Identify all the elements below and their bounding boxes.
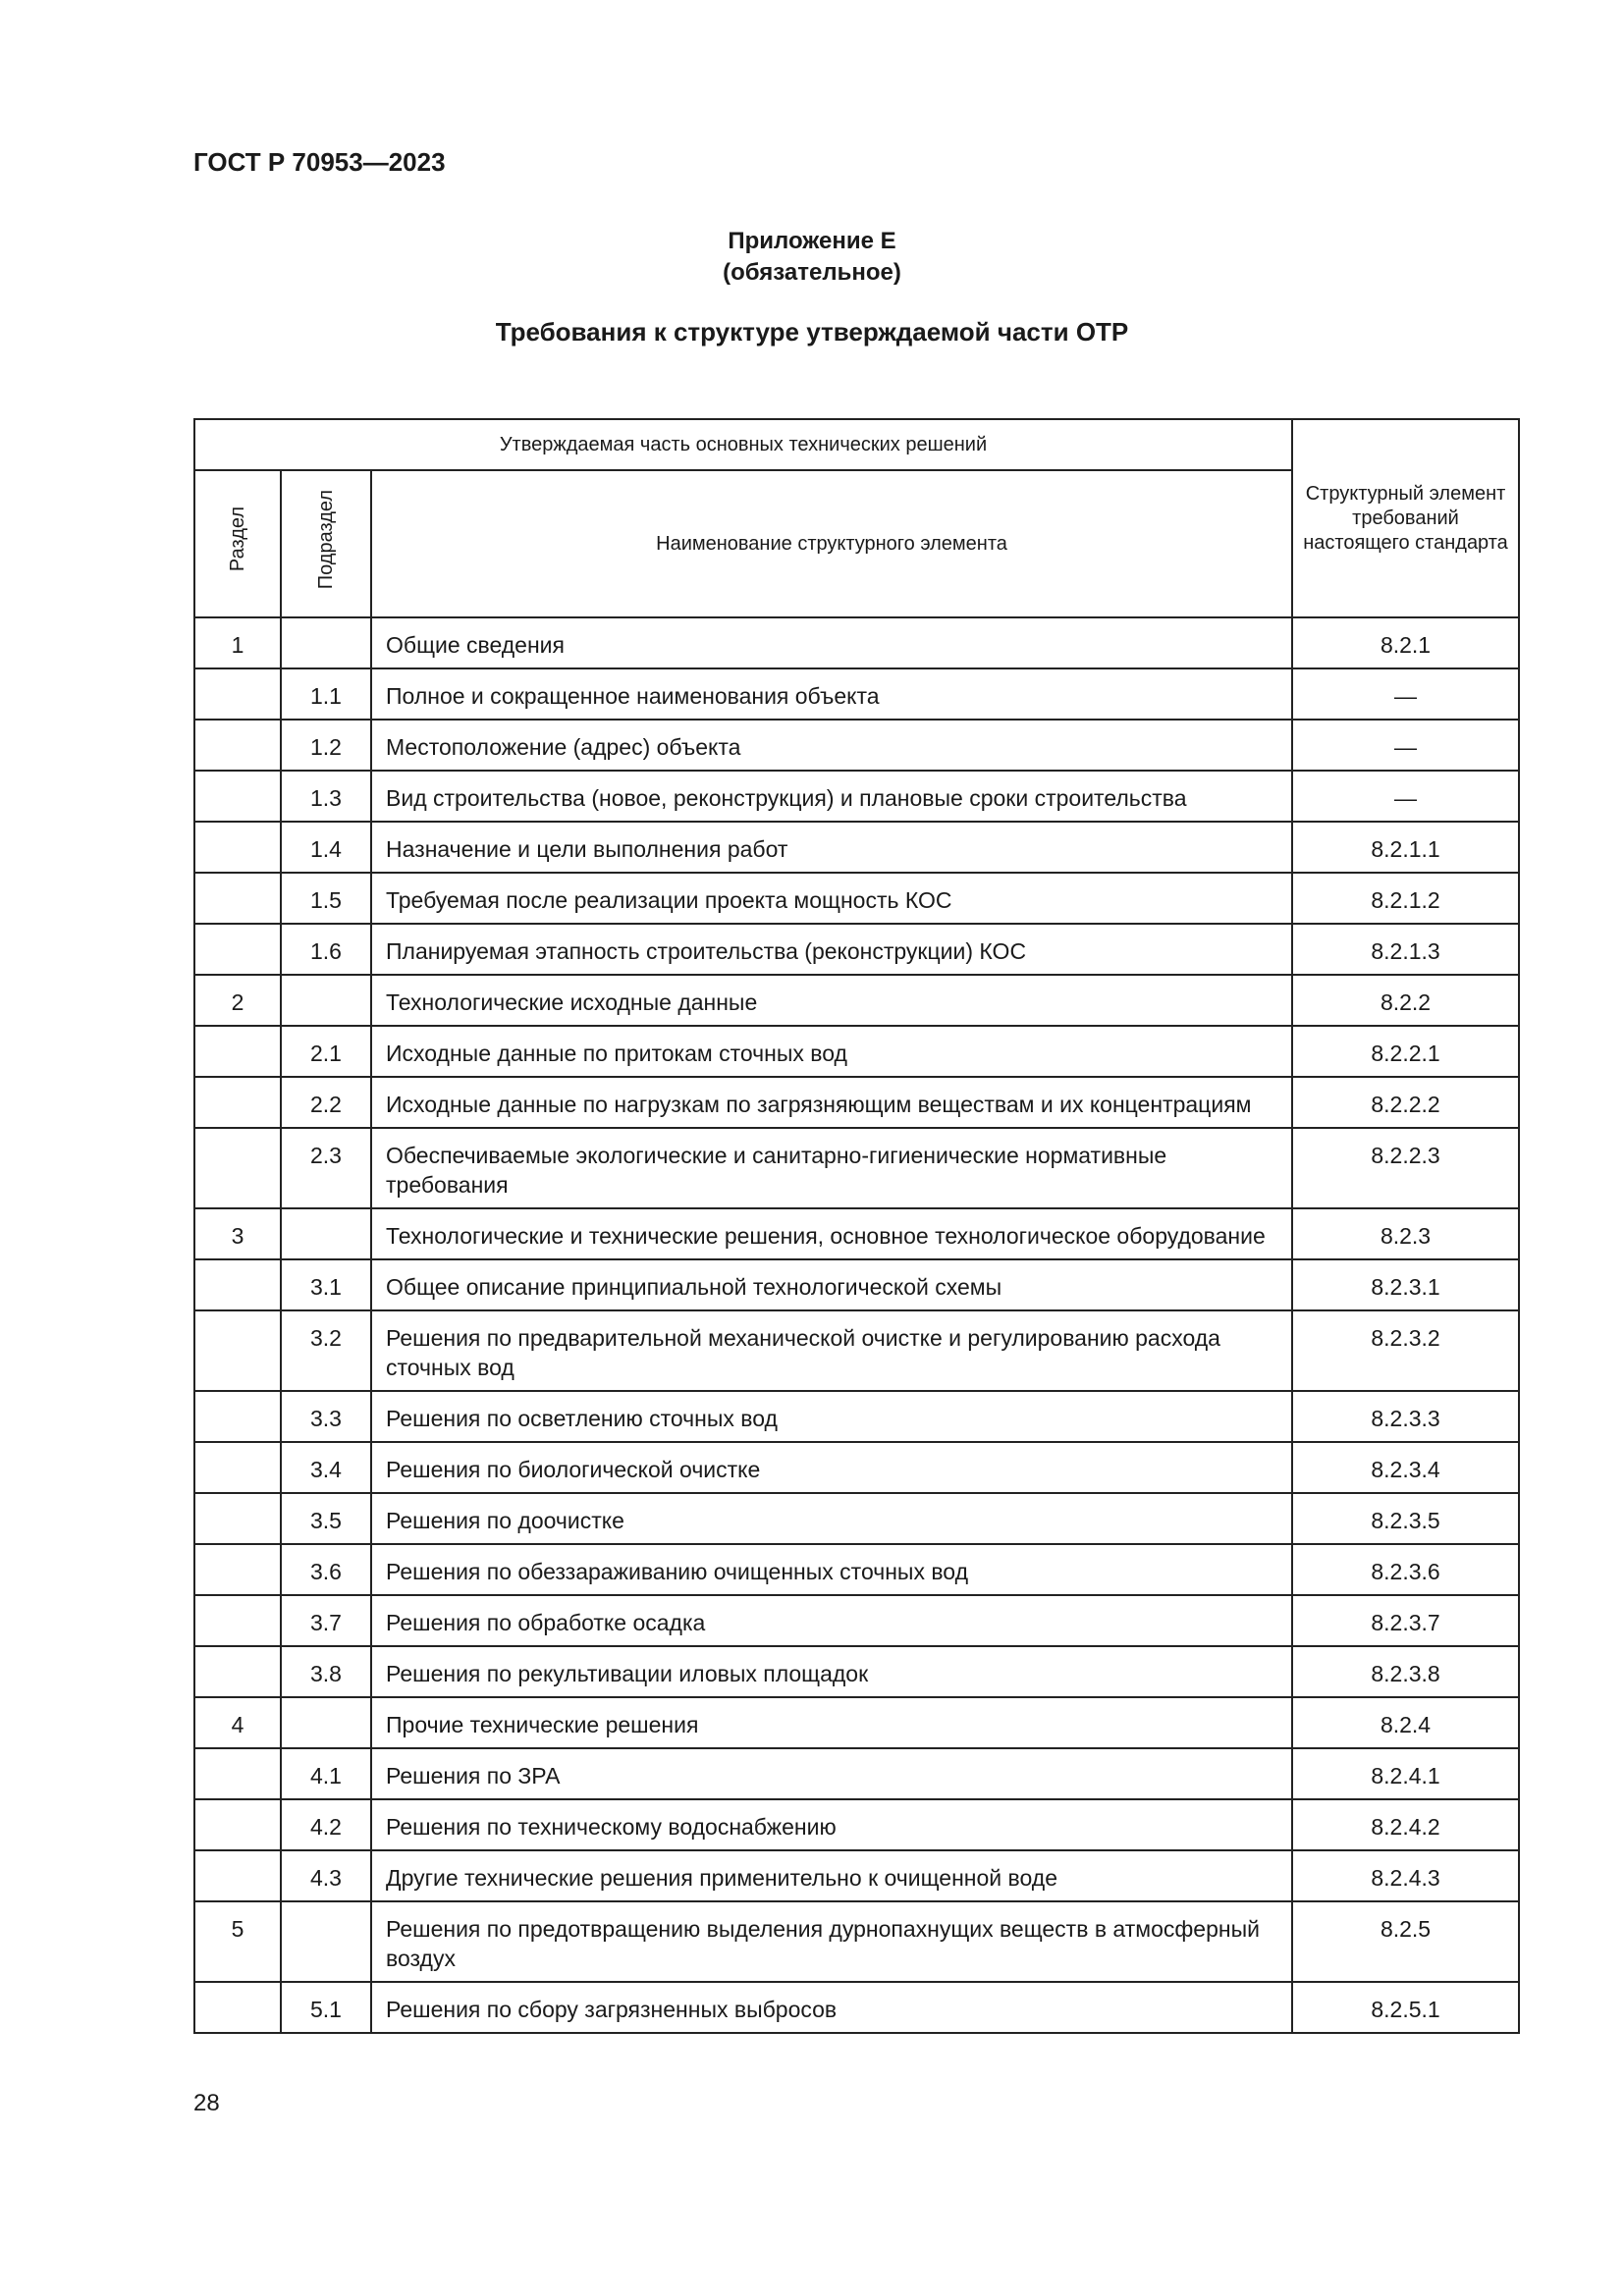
table-row [194,975,1519,1026]
ref-cell: 8.2.3.6 [1292,1544,1519,1595]
ref-cell: 8.2.5.1 [1292,1982,1519,2033]
name-cell: Обеспечиваемые экологические и санитарно-гигиенические нормативные требования [371,1128,1292,1208]
ref-cell: 8.2.4.3 [1292,1850,1519,1901]
document-code: ГОСТ Р 70953—2023 [193,147,446,177]
subsection-cell: 1.1 [281,668,371,720]
table-row [194,924,1519,975]
ref-cell: 8.2.1.2 [1292,873,1519,924]
name-cell: Общее описание принципиальной технологической схемы [371,1259,1292,1310]
subsection-cell: 2.3 [281,1128,371,1208]
subsection-cell: 3.1 [281,1259,371,1310]
subsection-header-label: Подраздел [315,489,337,590]
section-cell [194,1748,281,1799]
ref-cell: 8.2.3.1 [1292,1259,1519,1310]
subsection-cell: 4.2 [281,1799,371,1850]
subsection-cell: 3.5 [281,1493,371,1544]
name-cell: Прочие технические решения [371,1697,1292,1748]
table-row [194,1595,1519,1646]
subsection-column-header [281,470,371,617]
name-cell: Другие технические решения применительно к очищенной воде [371,1850,1292,1901]
ref-cell: 8.2.4.1 [1292,1748,1519,1799]
table-row [194,1748,1519,1799]
section-cell [194,1544,281,1595]
ref-cell: 8.2.2.2 [1292,1077,1519,1128]
ref-cell: 8.2.4.2 [1292,1799,1519,1850]
section-cell [194,1982,281,2033]
subsection-cell: 1.4 [281,822,371,873]
name-cell: Решения по предотвращению выделения дурнопахнущих веществ в атмосферный воздух [371,1901,1292,1982]
section-cell [194,1077,281,1128]
section-cell: 1 [194,617,281,668]
section-cell [194,771,281,822]
subsection-cell: 3.6 [281,1544,371,1595]
name-cell: Требуемая после реализации проекта мощность КОС [371,873,1292,924]
subsection-cell: 5.1 [281,1982,371,2033]
table-row [194,1544,1519,1595]
subsection-cell [281,1901,371,1982]
section-cell [194,1799,281,1850]
subsection-cell: 2.1 [281,1026,371,1077]
subsection-cell: 3.3 [281,1391,371,1442]
ref-cell: 8.2.3.3 [1292,1391,1519,1442]
name-cell: Технологические и технические решения, основное технологическое оборудование [371,1208,1292,1259]
subsection-cell: 3.7 [281,1595,371,1646]
name-cell: Решения по ЗРА [371,1748,1292,1799]
section-cell: 4 [194,1697,281,1748]
section-cell [194,1646,281,1697]
ref-cell: 8.2.2.1 [1292,1026,1519,1077]
table-body [194,617,1519,2033]
ref-cell: 8.2.1.1 [1292,822,1519,873]
ref-cell: — [1292,771,1519,822]
subsection-cell: 3.2 [281,1310,371,1391]
ref-cell: — [1292,720,1519,771]
section-cell [194,1128,281,1208]
table-row [194,1799,1519,1850]
ref-cell: 8.2.5 [1292,1901,1519,1982]
appendix-heading [0,226,1624,289]
ref-cell: 8.2.3.8 [1292,1646,1519,1697]
section-cell [194,1595,281,1646]
section-column-header [194,470,281,617]
subsection-cell: 1.2 [281,720,371,771]
ref-cell: 8.2.3.4 [1292,1442,1519,1493]
table-row [194,1850,1519,1901]
subsection-cell: 3.4 [281,1442,371,1493]
table-row [194,1982,1519,2033]
section-cell [194,873,281,924]
table-row [194,668,1519,720]
table-row [194,822,1519,873]
page-number: 28 [193,2090,220,2116]
name-cell: Исходные данные по нагрузкам по загрязняющим веществам и их концентрациям [371,1077,1292,1128]
section-cell [194,822,281,873]
name-cell: Решения по биологической очистке [371,1442,1292,1493]
appendix-status: (обязательное) [723,259,901,286]
name-cell: Решения по доочистке [371,1493,1292,1544]
name-cell: Назначение и цели выполнения работ [371,822,1292,873]
name-cell: Решения по техническому водоснабжению [371,1799,1292,1850]
table-row [194,1391,1519,1442]
section-cell: 3 [194,1208,281,1259]
name-cell: Исходные данные по притокам сточных вод [371,1026,1292,1077]
table-row [194,1310,1519,1391]
section-cell [194,668,281,720]
table-row [194,1077,1519,1128]
ref-cell: — [1292,668,1519,720]
ref-cell: 8.2.3 [1292,1208,1519,1259]
table-row [194,873,1519,924]
subsection-cell [281,975,371,1026]
name-cell: Решения по предварительной механической очистке и регулированию расхода сточных вод [371,1310,1292,1391]
ref-cell: 8.2.2 [1292,975,1519,1026]
table-row [194,1697,1519,1748]
subsection-cell: 1.5 [281,873,371,924]
table-row [194,1901,1519,1982]
name-cell: Технологические исходные данные [371,975,1292,1026]
subsection-cell: 4.3 [281,1850,371,1901]
section-cell [194,1391,281,1442]
name-cell: Решения по обработке осадка [371,1595,1292,1646]
subsection-cell [281,617,371,668]
ref-cell: 8.2.3.2 [1292,1310,1519,1391]
name-cell: Планируемая этапность строительства (реконструкции) КОС [371,924,1292,975]
table-row [194,771,1519,822]
table-title: Требования к структуре утверждаемой части ОТР [495,317,1129,347]
section-cell [194,720,281,771]
subsection-cell: 3.8 [281,1646,371,1697]
subsection-cell: 1.6 [281,924,371,975]
section-cell [194,1259,281,1310]
section-cell: 2 [194,975,281,1026]
table-row [194,617,1519,668]
section-cell [194,1310,281,1391]
table-row [194,1208,1519,1259]
ref-cell: 8.2.4 [1292,1697,1519,1748]
section-cell [194,1026,281,1077]
table-row [194,720,1519,771]
name-cell: Местоположение (адрес) объекта [371,720,1292,771]
section-header-label: Раздел [227,507,248,572]
table-row [194,1128,1519,1208]
section-cell: 5 [194,1901,281,1982]
ref-cell: 8.2.1 [1292,617,1519,668]
table-header-row [194,419,1519,470]
table-row [194,1442,1519,1493]
ref-cell: 8.2.3.7 [1292,1595,1519,1646]
group-header: Утверждаемая часть основных технических решений [194,419,1292,470]
subsection-cell [281,1697,371,1748]
name-cell: Общие сведения [371,617,1292,668]
subsection-cell [281,1208,371,1259]
name-cell: Решения по сбору загрязненных выбросов [371,1982,1292,2033]
name-cell: Полное и сокращенное наименования объекта [371,668,1292,720]
subsection-cell: 2.2 [281,1077,371,1128]
table-row [194,1259,1519,1310]
name-column-header: Наименование структурного элемента [371,470,1292,617]
section-cell [194,924,281,975]
ref-column-header: Структурный элемент требований настоящего стандарта [1292,419,1519,617]
section-cell [194,1442,281,1493]
section-cell [194,1493,281,1544]
table-row [194,1026,1519,1077]
ref-cell: 8.2.1.3 [1292,924,1519,975]
name-cell: Решения по рекультивации иловых площадок [371,1646,1292,1697]
appendix-title: Приложение Е [728,228,896,254]
ref-cell: 8.2.2.3 [1292,1128,1519,1208]
subsection-cell: 1.3 [281,771,371,822]
name-cell: Решения по осветлению сточных вод [371,1391,1292,1442]
requirements-table [193,418,1520,2034]
section-cell [194,1850,281,1901]
table-row [194,1493,1519,1544]
ref-cell: 8.2.3.5 [1292,1493,1519,1544]
name-cell: Решения по обеззараживанию очищенных сточных вод [371,1544,1292,1595]
name-cell: Вид строительства (новое, реконструкция) и плановые сроки строительства [371,771,1292,822]
subsection-cell: 4.1 [281,1748,371,1799]
table-row [194,1646,1519,1697]
